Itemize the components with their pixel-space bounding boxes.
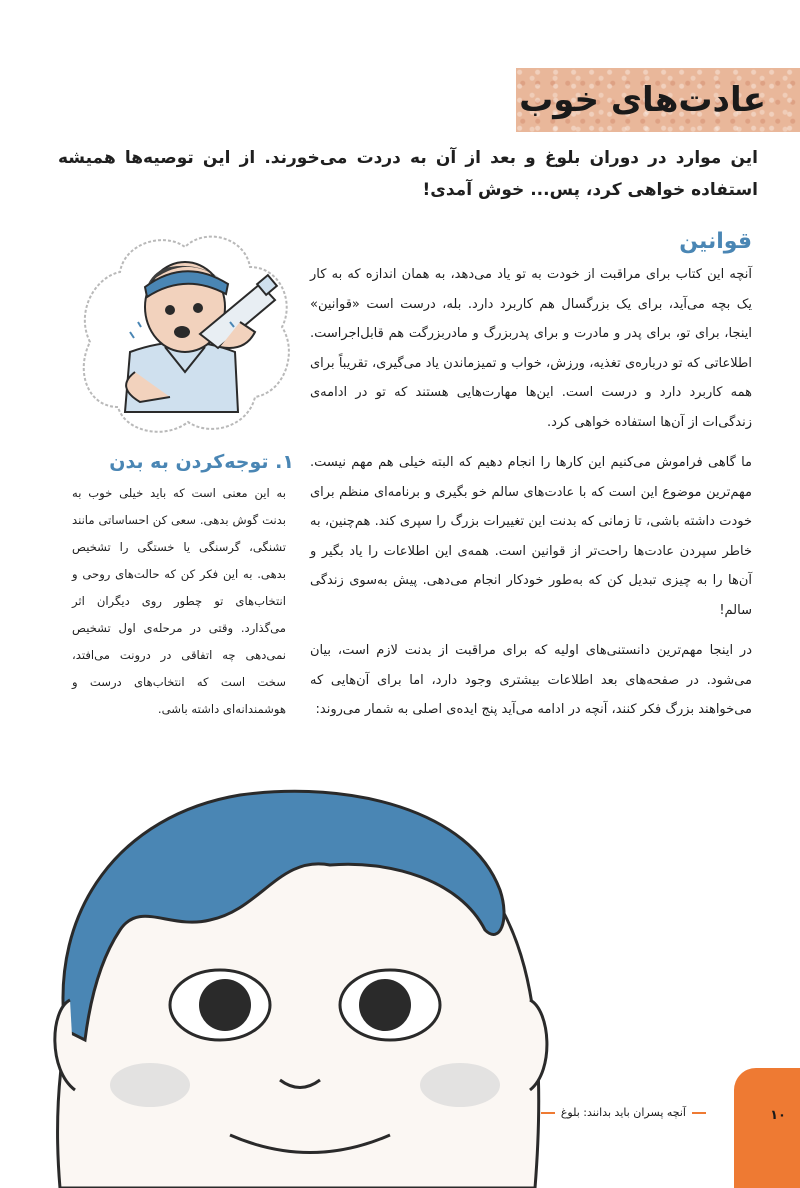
rules-paragraph-2: ما گاهی فراموش می‌کنیم این کارها را انجام دهیم که البته خیلی هم مهم نیست. مهم‌ترین موضوع این است که با عادت‌های سالم خو بگیری و برنامه‌ای منظم برای خودت داشته باشی، تا زمانی که بدنت این تغییرات بزرگ را سپری کند. هم‌چنین، به خاطر سپردن عادت‌ها راحت‌تر از قوانین است. همه‌ی این اطلاعات را یاد بگیر و آن‌ها را به چیزی تبدیل کن که به‌طور خودکار انجام می‌دهی. پیش به‌سوی زندگی سالم! [310, 455, 752, 618]
page-number-tab [734, 1068, 800, 1188]
dash-right [692, 1112, 706, 1114]
dash-left [541, 1112, 555, 1114]
page-number: ۱۰ [770, 1108, 786, 1123]
section-heading-rules: قوانین [679, 229, 752, 254]
rules-paragraph-1: آنچه این کتاب برای مراقبت از خودت به تو یاد می‌دهد، به همان اندازه که به کار یک بچه می‌آید، برای یک بزرگسال هم کاربرد دارد. بله، درست است «قوانین» اینجا، برای تو، برای پدر و مادرت و برای پدربزرگ و مادربزرگت هم قابل‌اجراست. اطلاعاتی که تو درباره‌ی تغذیه، ورزش، خواب و تمیزماندن یاد می‌گیری، تقریباً برای همه کاربرد دارد و درست است. این‌ها مهارت‌هایی هستند که تو در ادامه‌ی زندگی‌ات از آن‌ها استفاده خواهی کرد. [310, 267, 752, 430]
page-title: عادت‌های خوب [519, 80, 766, 120]
running-title-text: آنچه پسران باید بدانند: بلوغ [560, 1106, 686, 1119]
boy-face-illustration [30, 770, 570, 1188]
intro-text: این موارد در دوران بلوغ و بعد از آن به دردت می‌خورند. از این توصیه‌ها همیشه استفاده خواهی کرد، پس... خوش آمدی! [58, 148, 758, 200]
rules-paragraph-3: در اینجا مهم‌ترین دانستنی‌های اولیه که برای مراقبت از بدنت لازم است، بیان می‌شود. در صفحه‌های بعد اطلاعات بیشتری وجود دارد، اما برای آن‌هایی که می‌خواهند بزرگ فکر کنند، آنچه در ادامه می‌آید پنج ایده‌ی اصلی به شمار می‌روند: [310, 643, 752, 717]
side-heading: ۱. توجه‌کردن به بدن [109, 451, 294, 473]
running-title [541, 1106, 706, 1119]
boy-drinking-illustration [70, 222, 300, 442]
side-paragraph: به این معنی است که باید خیلی خوب به بدنت گوش بدهی. سعی کن احساساتی مانند تشنگی، گرسنگی یا خستگی را تشخیص بدهی. به این فکر کن که حالت‌های روحی و انتخاب‌های تو چطور روی دیگران اثر می‌گذارد. وقتی در مرحله‌ی اول تشخیص نمی‌دهی چه اتفاقی در درونت می‌افتد، سخت است که انتخاب‌های درست و هوشمندانه‌ای داشته باشی. [72, 486, 286, 716]
main-column [310, 260, 752, 736]
